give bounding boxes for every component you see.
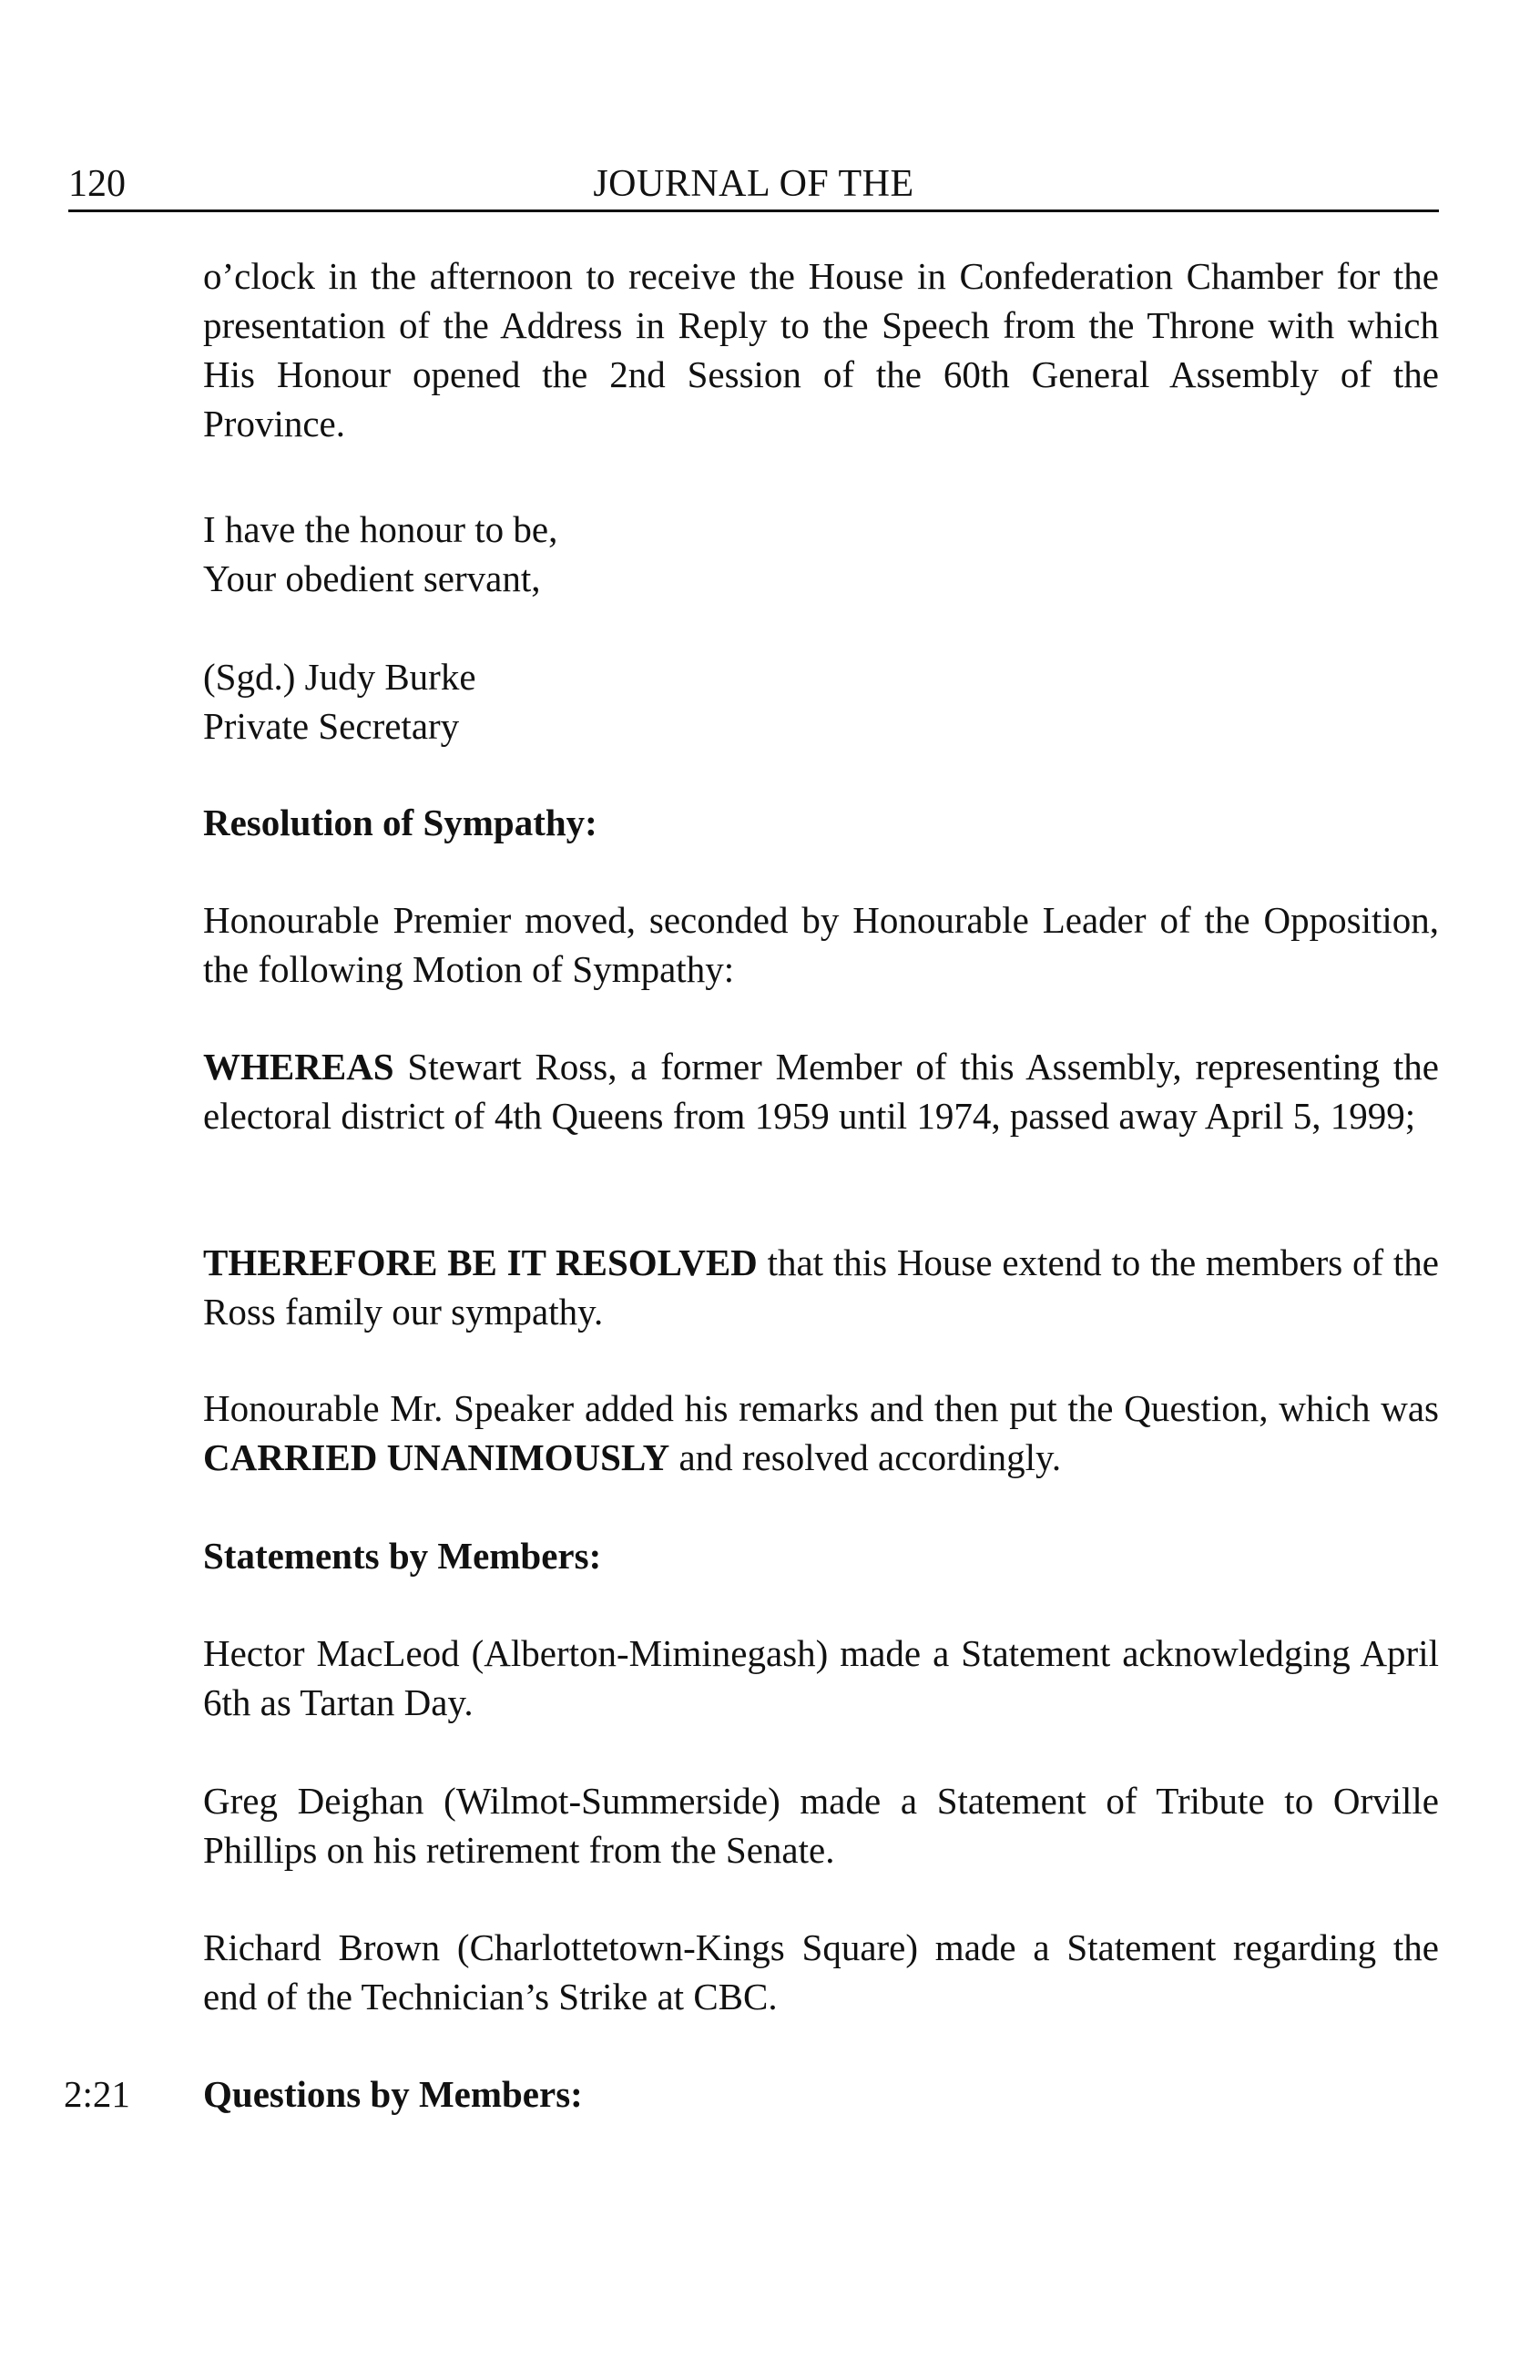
speaker-paragraph (203, 1384, 1439, 1482)
closing-line: I have the honour to be, (203, 508, 558, 550)
closing-line: Your obedient servant, (203, 557, 541, 599)
section-heading: Resolution of Sympathy: (203, 802, 597, 843)
statement-item-block (203, 1629, 1439, 1727)
therefore-label: THEREFORE BE IT RESOLVED (203, 1241, 758, 1283)
section-heading: Questions by Members: (203, 2073, 583, 2115)
letter-paragraph: o’clock in the afternoon to receive the House in Confederation Chamber for the presentation of the Address in Reply to the Speech from the Throne with which His Honour opened the 2nd Session of the 60th General Assembly of the Province. (203, 255, 1439, 444)
carried-label: CARRIED UNANIMOUSLY (203, 1436, 670, 1478)
motion-paragraph: Honourable Premier moved, seconded by Honourable Leader of the Opposition, the following Motion of Sympathy: (203, 899, 1439, 990)
statement-item-block (203, 1776, 1439, 1874)
statement-item: Greg Deighan (Wilmot-Summerside) made a Statement of Tribute to Orville Phillips on his retirement from the Senate. (203, 1780, 1439, 1871)
letter-continuation (203, 251, 1439, 448)
signature-block (203, 652, 1439, 751)
signature-title: Private Secretary (203, 705, 460, 747)
statements-heading-block (203, 1531, 1439, 1580)
therefore-text: that this House extend to the members of the Ross family our sympathy. (203, 1241, 1439, 1333)
page-number: 120 (68, 163, 126, 205)
letter-closing (203, 505, 1439, 603)
speaker-text: Honourable Mr. Speaker added his remarks and then put the Question, which was (203, 1387, 1439, 1429)
time-stamp: 2:21 (64, 2073, 130, 2115)
speaker-text-end: and resolved accordingly. (669, 1436, 1062, 1478)
section-heading: Statements by Members: (203, 1535, 602, 1577)
whereas-label: WHEREAS (203, 1046, 394, 1088)
sympathy-heading-block (203, 798, 1439, 847)
statement-item: Hector MacLeod (Alberton-Miminegash) made a Statement acknowledging April 6th as Tartan Day. (203, 1632, 1439, 1723)
questions-heading-block (203, 2069, 1439, 2119)
whereas-paragraph (203, 1042, 1439, 1140)
therefore-block (203, 1238, 1439, 1336)
sympathy-motion-block (203, 895, 1439, 994)
therefore-paragraph (203, 1238, 1439, 1336)
page-header (68, 155, 1439, 212)
signature-name: (Sgd.) Judy Burke (203, 656, 476, 698)
speaker-block (203, 1384, 1439, 1482)
running-title: JOURNAL OF THE (593, 163, 914, 205)
statement-item: Richard Brown (Charlottetown-Kings Square) made a Statement regarding the end of the Technician’s Strike at CBC. (203, 1926, 1439, 2017)
statement-item-block (203, 1923, 1439, 2021)
whereas-block (203, 1042, 1439, 1140)
whereas-text: Stewart Ross, a former Member of this Assembly, representing the electoral district of 4th Queens from 1959 until 1974, passed away April 5, 1999; (203, 1046, 1439, 1137)
